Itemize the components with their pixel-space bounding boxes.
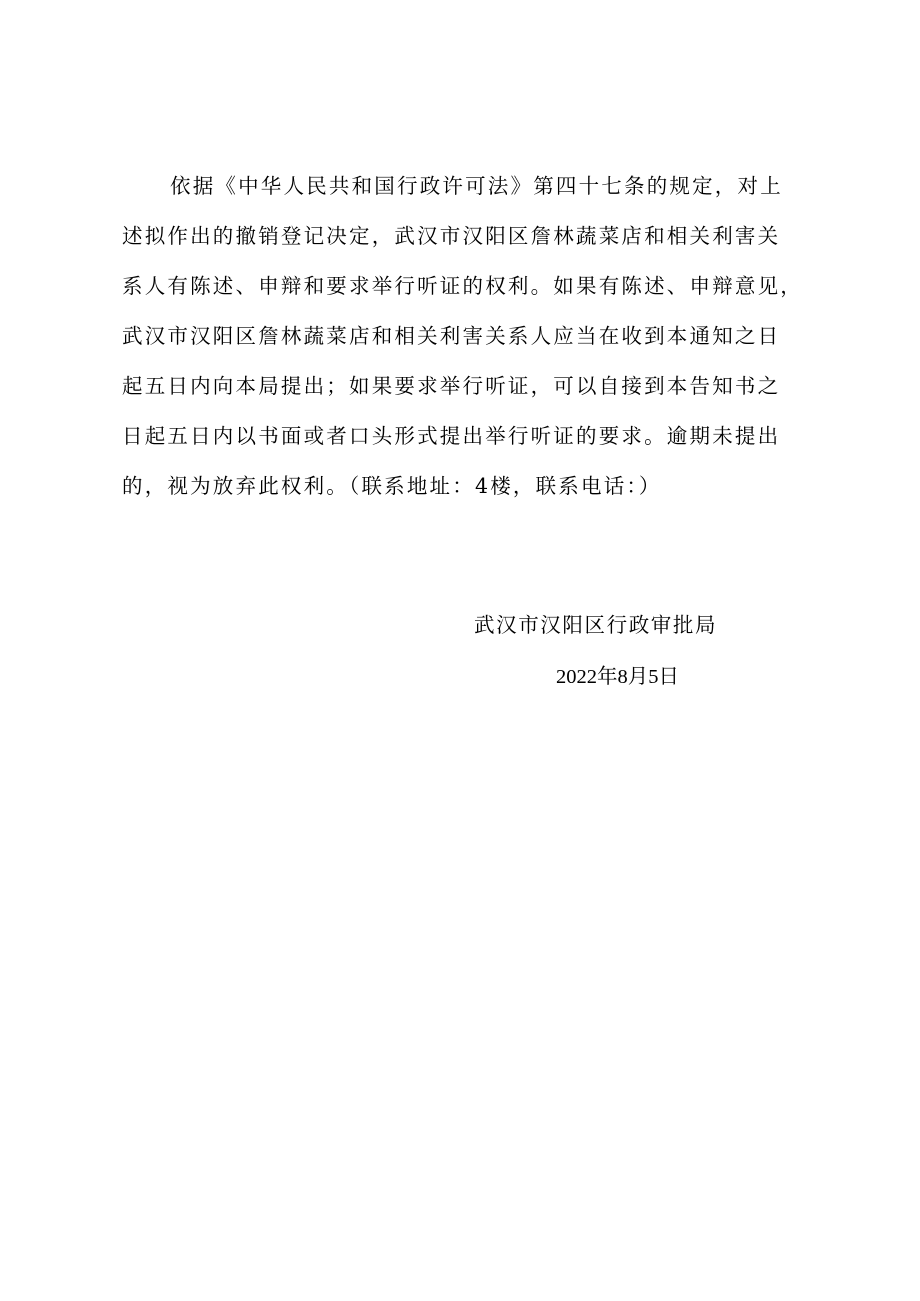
issue-date: 2022年8月5日	[556, 666, 679, 688]
notice-line-1: 依据《中华人民共和国行政许可法》第四十七条的规定，对上	[170, 174, 783, 198]
notice-line-2: 述拟作出的撤销登记决定，武汉市汉阳区詹林蔬菜店和相关利害关	[122, 224, 781, 248]
notice-line-4: 武汉市汉阳区詹林蔬菜店和相关利害关系人应当在收到本通知之日	[122, 324, 781, 348]
issuing-organization: 武汉市汉阳区行政审批局	[474, 613, 718, 637]
signature-block	[474, 607, 734, 688]
notice-paragraph	[122, 168, 822, 518]
notice-line-6: 日起五日内以书面或者口头形式提出举行听证的要求。逾期未提出	[122, 424, 781, 448]
notice-line-7: 的，视为放弃此权利。（联系地址：4楼，联系电话：）	[122, 474, 662, 498]
notice-line-5: 起五日内向本局提出；如果要求举行听证，可以自接到本告知书之	[122, 374, 781, 398]
notice-line-3: 系人有陈述、申辩和要求举行听证的权利。如果有陈述、申辩意见，	[122, 274, 803, 298]
